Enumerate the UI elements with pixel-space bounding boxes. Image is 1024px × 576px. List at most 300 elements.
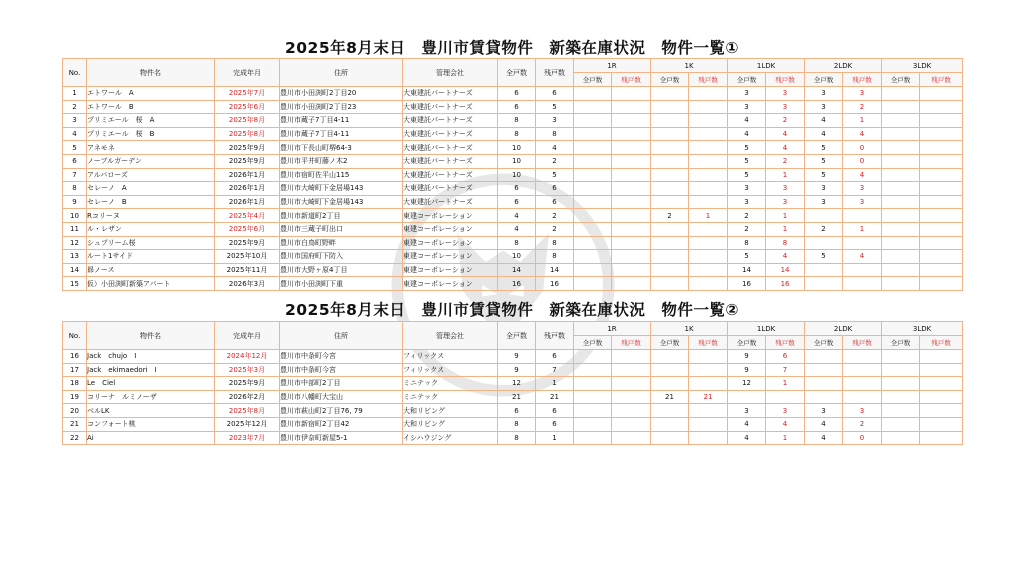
cell-3ldk-total [882, 350, 920, 364]
cell-3ldk-total [882, 100, 920, 114]
cell-total: 6 [498, 87, 536, 101]
header-company: 管理会社 [403, 59, 498, 87]
cell-no: 11 [63, 222, 87, 236]
cell-3ldk-total [882, 404, 920, 418]
cell-1k-total [651, 236, 689, 250]
cell-2ldk-remaining [843, 209, 882, 223]
cell-3ldk-remaining [920, 127, 963, 141]
cell-3ldk-remaining [920, 277, 963, 291]
cell-no: 6 [63, 154, 87, 168]
cell-total: 12 [498, 377, 536, 391]
cell-remaining: 5 [536, 168, 574, 182]
cell-3ldk-total [882, 363, 920, 377]
sub-total: 全戸数 [805, 336, 843, 350]
cell-1ldk-remaining [766, 390, 805, 404]
cell-1ldk-remaining: 14 [766, 263, 805, 277]
cell-company: 大和リビング [403, 404, 498, 418]
cell-1ldk-total: 3 [728, 100, 766, 114]
cell-1r-total [574, 114, 612, 128]
cell-1ldk-total: 5 [728, 154, 766, 168]
cell-completed: 2026年1月 [215, 168, 280, 182]
table-row [63, 236, 963, 250]
cell-remaining: 3 [536, 114, 574, 128]
sub-remaining: 残戸数 [612, 336, 651, 350]
cell-name: ベルLK [87, 404, 215, 418]
cell-remaining: 21 [536, 390, 574, 404]
cell-name: Le Ciel [87, 377, 215, 391]
cell-no: 10 [63, 209, 87, 223]
sub-total: 全戸数 [574, 336, 612, 350]
cell-name: プリミエール 桜 A [87, 114, 215, 128]
cell-no: 19 [63, 390, 87, 404]
cell-no: 18 [63, 377, 87, 391]
cell-name: Rコリーヌ [87, 209, 215, 223]
cell-2ldk-total: 4 [805, 431, 843, 445]
cell-address: 豊川市中条町今宮 [280, 350, 403, 364]
cell-1k-total [651, 350, 689, 364]
cell-3ldk-remaining [920, 250, 963, 264]
cell-2ldk-total [805, 209, 843, 223]
cell-1k-remaining [689, 182, 728, 196]
cell-3ldk-total [882, 168, 920, 182]
cell-remaining: 1 [536, 377, 574, 391]
cell-total: 8 [498, 127, 536, 141]
cell-1r-total [574, 377, 612, 391]
cell-3ldk-total [882, 236, 920, 250]
cell-1k-remaining [689, 127, 728, 141]
cell-1ldk-remaining: 1 [766, 168, 805, 182]
cell-2ldk-remaining: 1 [843, 114, 882, 128]
header-1ldk: 1LDK [728, 59, 805, 73]
cell-1k-total [651, 263, 689, 277]
cell-2ldk-total: 4 [805, 127, 843, 141]
cell-completed: 2024年12月 [215, 350, 280, 364]
cell-total: 6 [498, 182, 536, 196]
cell-3ldk-remaining [920, 377, 963, 391]
cell-company: 大東建託パートナーズ [403, 127, 498, 141]
cell-2ldk-remaining: 3 [843, 182, 882, 196]
header-total: 全戸数 [498, 59, 536, 87]
cell-2ldk-total [805, 390, 843, 404]
cell-2ldk-remaining: 0 [843, 431, 882, 445]
cell-1ldk-remaining: 2 [766, 154, 805, 168]
cell-no: 1 [63, 87, 87, 101]
cell-1k-remaining [689, 100, 728, 114]
cell-1r-remaining [612, 250, 651, 264]
cell-2ldk-remaining [843, 350, 882, 364]
cell-2ldk-total: 5 [805, 168, 843, 182]
cell-1r-remaining [612, 222, 651, 236]
cell-1r-total [574, 168, 612, 182]
cell-1r-total [574, 154, 612, 168]
cell-no: 20 [63, 404, 87, 418]
header-company: 管理会社 [403, 322, 498, 350]
cell-no: 3 [63, 114, 87, 128]
header-no: No. [63, 59, 87, 87]
cell-1r-remaining [612, 100, 651, 114]
cell-1k-total [651, 250, 689, 264]
cell-address: 豊川市小田渕町2丁目23 [280, 100, 403, 114]
cell-1k-remaining [689, 377, 728, 391]
cell-no: 5 [63, 141, 87, 155]
table-row [63, 363, 963, 377]
inventory-table-2 [62, 321, 963, 445]
cell-3ldk-remaining [920, 87, 963, 101]
cell-address: 豊川市下長山町堺64-3 [280, 141, 403, 155]
sub-remaining: 残戸数 [612, 73, 651, 87]
cell-1r-remaining [612, 263, 651, 277]
cell-1ldk-total: 3 [728, 182, 766, 196]
cell-1k-remaining [689, 277, 728, 291]
cell-address: 豊川市平井町藤ノ木2 [280, 154, 403, 168]
cell-name: プリミエール 桜 B [87, 127, 215, 141]
cell-remaining: 7 [536, 363, 574, 377]
cell-total: 10 [498, 250, 536, 264]
cell-1ldk-total: 14 [728, 263, 766, 277]
cell-completed: 2025年8月 [215, 404, 280, 418]
cell-1ldk-total: 4 [728, 127, 766, 141]
cell-1r-remaining [612, 182, 651, 196]
cell-completed: 2025年12月 [215, 417, 280, 431]
cell-2ldk-remaining [843, 363, 882, 377]
cell-name: ル・レザン [87, 222, 215, 236]
cell-1r-total [574, 209, 612, 223]
cell-1r-remaining [612, 114, 651, 128]
cell-3ldk-total [882, 250, 920, 264]
cell-2ldk-total: 5 [805, 154, 843, 168]
cell-no: 4 [63, 127, 87, 141]
cell-address: 豊川市小田渕町下重 [280, 277, 403, 291]
table-row [63, 250, 963, 264]
cell-name: Jack chujo I [87, 350, 215, 364]
cell-3ldk-remaining [920, 195, 963, 209]
header-3ldk: 3LDK [882, 322, 963, 336]
cell-no: 8 [63, 182, 87, 196]
table-row [63, 127, 963, 141]
cell-3ldk-total [882, 154, 920, 168]
cell-remaining: 8 [536, 250, 574, 264]
cell-1r-remaining [612, 209, 651, 223]
cell-3ldk-remaining [920, 404, 963, 418]
cell-no: 13 [63, 250, 87, 264]
cell-remaining: 2 [536, 222, 574, 236]
cell-completed: 2025年7月 [215, 87, 280, 101]
cell-remaining: 6 [536, 350, 574, 364]
cell-1r-total [574, 404, 612, 418]
cell-company: 大東建託パートナーズ [403, 195, 498, 209]
cell-1r-remaining [612, 277, 651, 291]
cell-2ldk-total [805, 263, 843, 277]
cell-3ldk-total [882, 127, 920, 141]
cell-2ldk-remaining: 4 [843, 250, 882, 264]
cell-1ldk-total: 4 [728, 114, 766, 128]
sub-remaining: 残戸数 [920, 336, 963, 350]
cell-1r-remaining [612, 168, 651, 182]
cell-total: 8 [498, 431, 536, 445]
cell-1k-remaining [689, 222, 728, 236]
cell-company: 大東建託パートナーズ [403, 141, 498, 155]
cell-company: 東建コーポレーション [403, 263, 498, 277]
cell-completed: 2026年1月 [215, 195, 280, 209]
cell-no: 9 [63, 195, 87, 209]
cell-2ldk-total [805, 363, 843, 377]
cell-name: シュプリーム桜 [87, 236, 215, 250]
cell-2ldk-total [805, 350, 843, 364]
cell-company: フィリックス [403, 363, 498, 377]
cell-1r-total [574, 431, 612, 445]
sub-remaining: 残戸数 [766, 336, 805, 350]
cell-1ldk-total: 4 [728, 417, 766, 431]
cell-completed: 2025年9月 [215, 377, 280, 391]
cell-1k-total [651, 404, 689, 418]
header-address: 住所 [280, 59, 403, 87]
cell-address: 豊川市宿町佐平山115 [280, 168, 403, 182]
table-row [63, 263, 963, 277]
cell-total: 6 [498, 100, 536, 114]
table-body-2 [63, 350, 963, 445]
cell-completed: 2023年7月 [215, 431, 280, 445]
table-row [63, 87, 963, 101]
cell-1ldk-remaining: 3 [766, 100, 805, 114]
cell-1r-remaining [612, 141, 651, 155]
table-row [63, 431, 963, 445]
cell-1ldk-total: 9 [728, 350, 766, 364]
cell-1ldk-total: 2 [728, 222, 766, 236]
cell-1r-total [574, 87, 612, 101]
cell-address: 豊川市小田渕町2丁目20 [280, 87, 403, 101]
cell-remaining: 4 [536, 141, 574, 155]
cell-2ldk-total: 3 [805, 195, 843, 209]
cell-1ldk-remaining: 1 [766, 431, 805, 445]
cell-3ldk-total [882, 195, 920, 209]
cell-3ldk-remaining [920, 390, 963, 404]
cell-name: ルート1サイド [87, 250, 215, 264]
cell-total: 10 [498, 154, 536, 168]
cell-2ldk-total: 3 [805, 182, 843, 196]
cell-1k-remaining [689, 263, 728, 277]
cell-3ldk-remaining [920, 209, 963, 223]
cell-1r-total [574, 182, 612, 196]
cell-2ldk-total: 3 [805, 87, 843, 101]
cell-address: 豊川市新宿町2丁目42 [280, 417, 403, 431]
cell-2ldk-total: 5 [805, 141, 843, 155]
cell-1k-remaining [689, 114, 728, 128]
cell-name: 昴ノース [87, 263, 215, 277]
cell-3ldk-total [882, 263, 920, 277]
cell-1k-total [651, 222, 689, 236]
cell-total: 9 [498, 363, 536, 377]
sub-remaining: 残戸数 [920, 73, 963, 87]
header-1r: 1R [574, 322, 651, 336]
cell-no: 21 [63, 417, 87, 431]
cell-1r-remaining [612, 417, 651, 431]
cell-1ldk-remaining: 3 [766, 404, 805, 418]
cell-completed: 2025年8月 [215, 114, 280, 128]
cell-1ldk-total: 12 [728, 377, 766, 391]
cell-no: 17 [63, 363, 87, 377]
header-2ldk: 2LDK [805, 322, 882, 336]
table-body-1 [63, 87, 963, 291]
cell-company: 東建コーポレーション [403, 277, 498, 291]
cell-remaining: 2 [536, 209, 574, 223]
sub-total: 全戸数 [728, 73, 766, 87]
cell-1ldk-total: 3 [728, 404, 766, 418]
cell-name: コンフォート桃 [87, 417, 215, 431]
cell-company: ミニテック [403, 390, 498, 404]
cell-remaining: 6 [536, 182, 574, 196]
cell-2ldk-remaining: 4 [843, 127, 882, 141]
sub-remaining: 残戸数 [766, 73, 805, 87]
cell-company: 大東建託パートナーズ [403, 154, 498, 168]
cell-remaining: 6 [536, 417, 574, 431]
cell-1r-remaining [612, 195, 651, 209]
cell-3ldk-remaining [920, 222, 963, 236]
cell-3ldk-remaining [920, 363, 963, 377]
cell-address: 豊川市萩山町2丁目76, 79 [280, 404, 403, 418]
cell-name: アネモネ [87, 141, 215, 155]
cell-1ldk-remaining: 1 [766, 377, 805, 391]
cell-1k-remaining [689, 250, 728, 264]
header-1k: 1K [651, 322, 728, 336]
cell-1ldk-remaining: 3 [766, 195, 805, 209]
cell-2ldk-remaining [843, 263, 882, 277]
cell-3ldk-total [882, 87, 920, 101]
cell-3ldk-remaining [920, 417, 963, 431]
cell-1ldk-total: 5 [728, 250, 766, 264]
header-2ldk: 2LDK [805, 59, 882, 73]
cell-address: 豊川市白鳥町野畔 [280, 236, 403, 250]
cell-2ldk-total: 4 [805, 114, 843, 128]
cell-name: セレーノ A [87, 182, 215, 196]
cell-name: エトワール B [87, 100, 215, 114]
cell-total: 14 [498, 263, 536, 277]
cell-1r-total [574, 141, 612, 155]
cell-company: 東建コーポレーション [403, 209, 498, 223]
cell-1r-total [574, 250, 612, 264]
cell-company: 東建コーポレーション [403, 236, 498, 250]
table-row [63, 168, 963, 182]
cell-total: 8 [498, 114, 536, 128]
cell-no: 14 [63, 263, 87, 277]
cell-1k-remaining [689, 87, 728, 101]
cell-1ldk-total: 3 [728, 195, 766, 209]
cell-1k-remaining [689, 141, 728, 155]
cell-1k-remaining [689, 168, 728, 182]
sub-total: 全戸数 [728, 336, 766, 350]
cell-1k-total: 21 [651, 390, 689, 404]
sub-total: 全戸数 [651, 73, 689, 87]
cell-1r-remaining [612, 236, 651, 250]
header-3ldk: 3LDK [882, 59, 963, 73]
cell-no: 22 [63, 431, 87, 445]
cell-company: 大東建託パートナーズ [403, 182, 498, 196]
cell-1k-remaining [689, 350, 728, 364]
cell-1r-total [574, 277, 612, 291]
cell-remaining: 2 [536, 154, 574, 168]
cell-address: 豊川市大崎町下金居場143 [280, 182, 403, 196]
cell-address: 豊川市伊奈町新屋5-1 [280, 431, 403, 445]
cell-1r-total [574, 363, 612, 377]
table-row [63, 141, 963, 155]
cell-3ldk-remaining [920, 431, 963, 445]
cell-remaining: 6 [536, 195, 574, 209]
cell-address: 豊川市八幡町大宝山 [280, 390, 403, 404]
cell-company: 大東建託パートナーズ [403, 168, 498, 182]
cell-1ldk-remaining: 3 [766, 182, 805, 196]
cell-no: 15 [63, 277, 87, 291]
cell-3ldk-remaining [920, 350, 963, 364]
cell-3ldk-total [882, 390, 920, 404]
cell-3ldk-total [882, 377, 920, 391]
cell-2ldk-remaining: 0 [843, 154, 882, 168]
sub-total: 全戸数 [651, 336, 689, 350]
cell-1k-total [651, 182, 689, 196]
cell-address: 豊川市三蔵子町出口 [280, 222, 403, 236]
cell-total: 10 [498, 168, 536, 182]
cell-1k-remaining [689, 236, 728, 250]
cell-1r-remaining [612, 87, 651, 101]
sub-remaining: 残戸数 [843, 336, 882, 350]
header-1r: 1R [574, 59, 651, 73]
cell-1k-total [651, 377, 689, 391]
sub-total: 全戸数 [882, 73, 920, 87]
cell-completed: 2025年10月 [215, 250, 280, 264]
cell-1ldk-remaining: 8 [766, 236, 805, 250]
cell-1k-total [651, 100, 689, 114]
cell-address: 豊川市中条町今宮 [280, 363, 403, 377]
cell-total: 6 [498, 404, 536, 418]
cell-completed: 2025年3月 [215, 363, 280, 377]
cell-1r-total [574, 127, 612, 141]
header-total: 全戸数 [498, 322, 536, 350]
cell-1k-remaining [689, 417, 728, 431]
cell-1ldk-remaining: 4 [766, 417, 805, 431]
cell-total: 4 [498, 209, 536, 223]
page-title-2: 2025年8月末日 豊川市賃貸物件 新築在庫状況 物件一覧② [284, 301, 740, 319]
cell-2ldk-total: 3 [805, 404, 843, 418]
cell-2ldk-remaining: 0 [843, 141, 882, 155]
cell-total: 6 [498, 195, 536, 209]
cell-address: 豊川市大野ヶ原4丁目 [280, 263, 403, 277]
cell-1r-remaining [612, 127, 651, 141]
cell-address: 豊川市中部町2丁目 [280, 377, 403, 391]
cell-2ldk-remaining: 2 [843, 100, 882, 114]
cell-address: 豊川市国府町下防入 [280, 250, 403, 264]
cell-3ldk-total [882, 277, 920, 291]
cell-3ldk-total [882, 222, 920, 236]
cell-2ldk-total: 5 [805, 250, 843, 264]
cell-3ldk-total [882, 182, 920, 196]
cell-total: 8 [498, 417, 536, 431]
cell-1k-total [651, 87, 689, 101]
cell-completed: 2026年3月 [215, 277, 280, 291]
sub-remaining: 残戸数 [843, 73, 882, 87]
header-name: 物件名 [87, 59, 215, 87]
sub-total: 全戸数 [882, 336, 920, 350]
cell-completed: 2025年6月 [215, 100, 280, 114]
cell-1ldk-remaining: 1 [766, 209, 805, 223]
cell-1k-remaining [689, 431, 728, 445]
cell-2ldk-total [805, 377, 843, 391]
cell-1ldk-total: 8 [728, 236, 766, 250]
cell-1r-remaining [612, 154, 651, 168]
cell-2ldk-remaining [843, 377, 882, 391]
cell-3ldk-total [882, 114, 920, 128]
cell-2ldk-remaining [843, 390, 882, 404]
cell-1ldk-remaining: 4 [766, 127, 805, 141]
table-row [63, 154, 963, 168]
header-remaining: 残戸数 [536, 322, 574, 350]
